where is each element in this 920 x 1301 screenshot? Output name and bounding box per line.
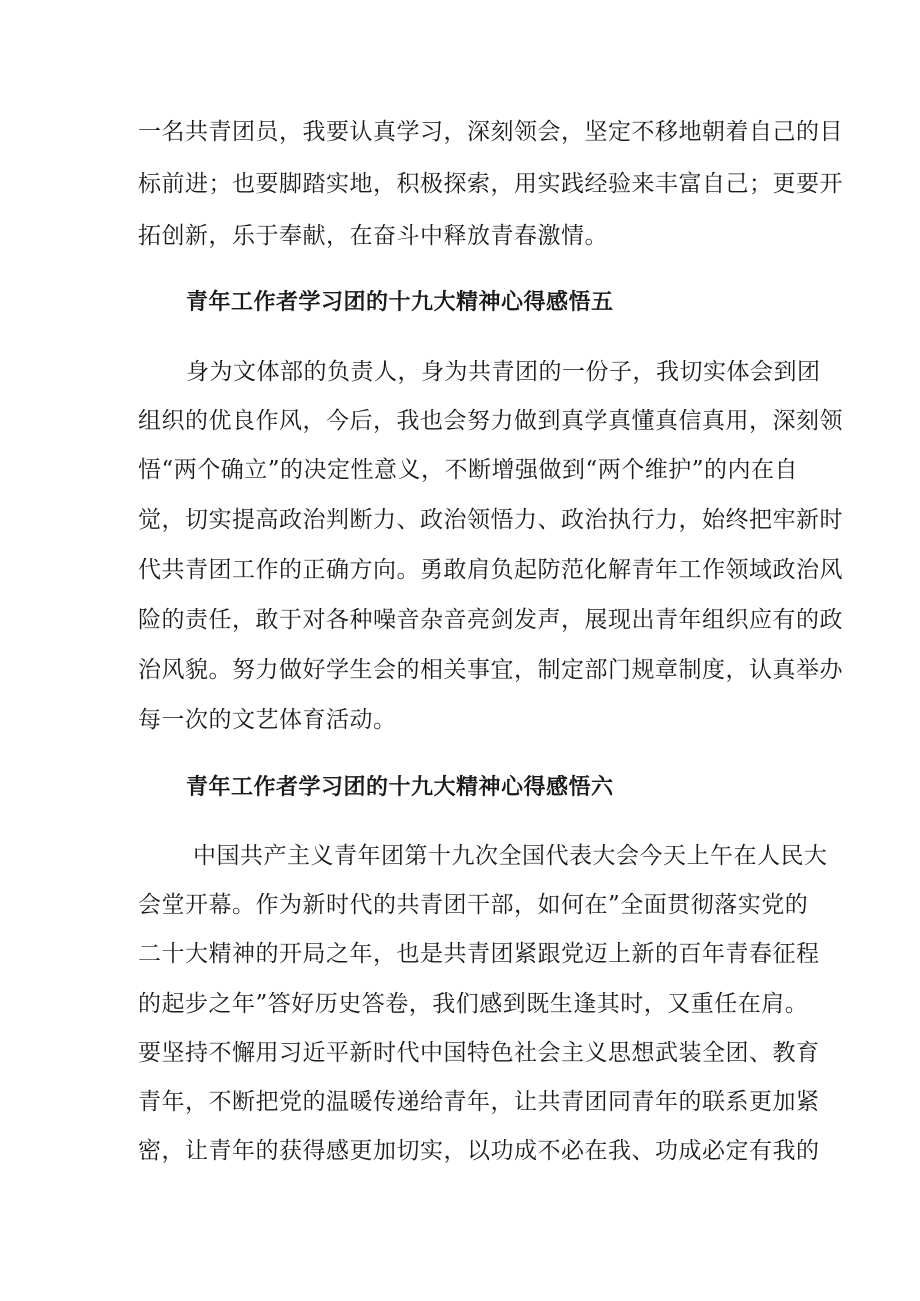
paragraph-line: 觉，切实提高政治判断力、政治领悟力、政治执行力，始终把牢新时 xyxy=(138,507,843,533)
paragraph-line: 险的责任，敢于对各种噪音杂音亮剑发声，展现出青年组织应有的政 xyxy=(138,607,843,633)
paragraph-line: 拓创新，乐于奉献，在奋斗中释放青春激情。 xyxy=(138,223,608,249)
paragraph-line: 代共青团工作的正确方向。勇敢肩负起防范化解青年工作领域政治风 xyxy=(138,557,843,583)
section-heading: 青年工作者学习团的十九大精神心得感悟六 xyxy=(186,775,614,800)
paragraph-line: 青年，不断把党的温暖传递给青年，让共青团同青年的联系更加紧 xyxy=(138,1089,820,1115)
paragraph-line: 标前进；也要脚踏实地，积极探索，用实践经验来丰富自己；更要开 xyxy=(138,171,843,197)
paragraph-line: 治风貌。努力做好学生会的相关事宜，制定部门规章制度，认真举办 xyxy=(138,657,843,683)
paragraph-line: 一名共青团员，我要认真学习，深刻领会，坚定不移地朝着自己的目 xyxy=(138,119,843,145)
paragraph-line: 要坚持不懈用习近平新时代中国特色社会主义思想武装全团、教育 xyxy=(138,1040,820,1066)
paragraph-line: 二十大精神的开局之年，也是共青团紧跟党迈上新的百年青春征程 xyxy=(138,941,820,967)
paragraph-line: 会堂开幕。作为新时代的共青团干部，如何在”全面贯彻落实党的 xyxy=(138,892,809,918)
section-heading: 青年工作者学习团的十九大精神心得感悟五 xyxy=(186,290,614,315)
paragraph-line: 组织的优良作风，今后，我也会努力做到真学真懂真信真用，深刻领 xyxy=(138,408,843,434)
paragraph-line: 中国共产主义青年团第十九次全国代表大会今天上午在人民大 xyxy=(193,843,828,869)
paragraph-line: 的起步之年”答好历史答卷，我们感到既生逢其时，又重任在肩。 xyxy=(138,991,809,1017)
paragraph-line: 身为文体部的负责人，身为共青团的一份子，我切实体会到团 xyxy=(186,359,821,385)
paragraph-line: 每一次的文艺体育活动。 xyxy=(138,707,397,733)
paragraph-line: 悟“两个确立”的决定性意义，不断增强做到“两个维护”的内在自 xyxy=(138,457,799,483)
paragraph-line: 密，让青年的获得感更加切实，以功成不必在我、功成必定有我的 xyxy=(138,1138,820,1164)
